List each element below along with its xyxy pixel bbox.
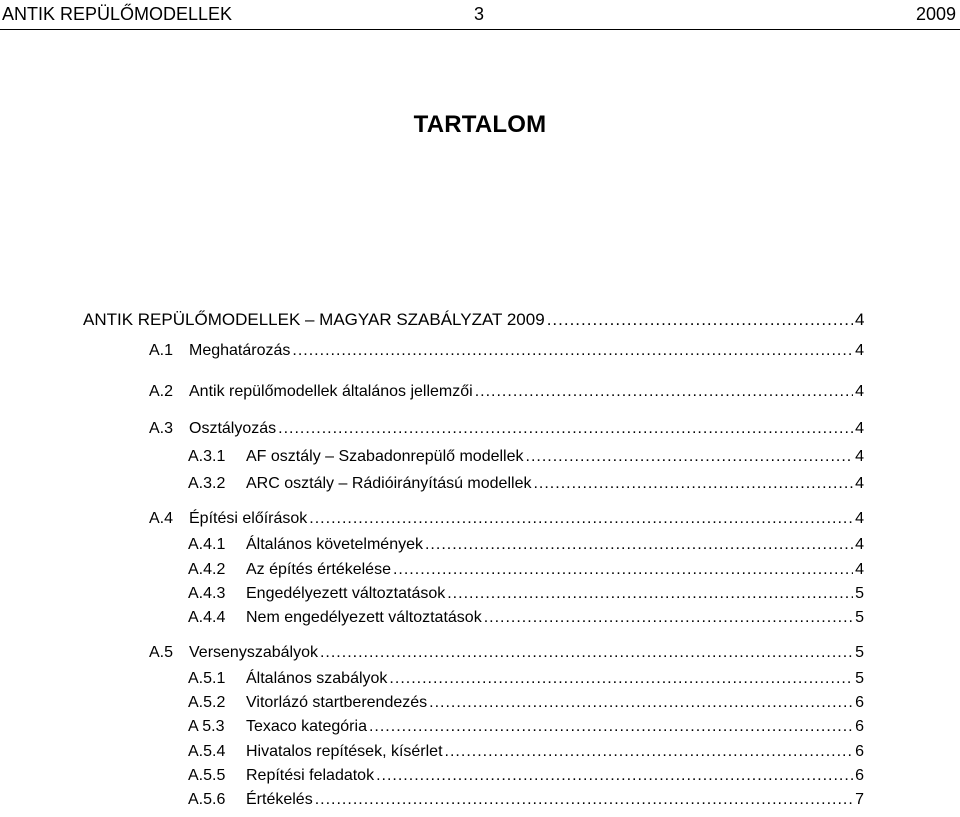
toc-entry-title: Vitorlázó startberendezés xyxy=(246,694,428,711)
toc-entry[interactable] xyxy=(149,643,864,663)
toc-dot-leader xyxy=(369,717,853,737)
toc-entry[interactable] xyxy=(188,742,864,762)
header-title: ANTIK REPÜLŐMODELLEK xyxy=(2,4,233,24)
toc-entry-title: Értékelés xyxy=(246,791,313,808)
toc-dot-leader xyxy=(526,447,854,467)
toc-dot-leader xyxy=(389,669,853,689)
toc-entry-page: 5 xyxy=(855,644,864,661)
header-page-number: 3 xyxy=(474,4,485,24)
toc-entry[interactable] xyxy=(188,669,864,689)
toc-entry-page: 5 xyxy=(855,609,864,626)
toc-entry-title: AF osztály – Szabadonrepülő modellek xyxy=(246,448,524,465)
toc-dot-leader xyxy=(315,790,853,810)
toc-entry-page: 4 xyxy=(855,448,864,465)
toc-dot-leader xyxy=(309,509,853,529)
toc-entry-page: 4 xyxy=(855,310,865,329)
toc-entry-number: A.4.2 xyxy=(188,561,226,578)
toc-dot-leader xyxy=(292,341,853,361)
toc-entry-number: A.5.1 xyxy=(188,670,226,687)
toc-entry-page: 6 xyxy=(855,718,864,735)
toc-entry-number: A.4.1 xyxy=(188,536,226,553)
toc-entry-page: 5 xyxy=(855,670,864,687)
toc-dot-leader xyxy=(425,535,853,555)
toc-entry-title: Nem engedélyezett változtatások xyxy=(246,609,482,626)
page-title: TARTALOM xyxy=(413,111,547,138)
toc-dot-leader xyxy=(484,608,853,628)
toc-entry-title: Engedélyezett változtatások xyxy=(246,585,446,602)
toc-entry-title: Meghatározás xyxy=(189,342,291,359)
toc-dot-leader xyxy=(445,742,853,762)
toc-entry-title: Texaco kategória xyxy=(246,718,367,735)
toc-dot-leader xyxy=(533,474,853,494)
header-year: 2009 xyxy=(915,4,956,24)
toc-dot-leader xyxy=(447,584,853,604)
toc-dot-leader xyxy=(320,643,853,663)
toc-entry-number: A.4 xyxy=(149,510,174,527)
toc-entry[interactable] xyxy=(188,693,864,713)
toc-entry[interactable] xyxy=(188,560,864,580)
toc-entry[interactable] xyxy=(188,535,864,555)
toc-dot-leader xyxy=(429,693,853,713)
toc-dot-leader xyxy=(376,766,853,786)
toc-entry-page: 7 xyxy=(855,791,864,808)
toc-entry-number: A.5 xyxy=(149,644,174,661)
toc-entry-number: A.4.4 xyxy=(188,609,226,626)
toc-entry-title: Építési előírások xyxy=(189,510,308,527)
toc-entry-title: ARC osztály – Rádióirányítású modellek xyxy=(246,475,532,492)
toc-entry-number: A.5.5 xyxy=(188,767,226,784)
toc-entry-page: 6 xyxy=(855,767,864,784)
toc-entry-page: 4 xyxy=(855,383,864,400)
toc-entry-number: A.3.1 xyxy=(188,448,226,465)
toc-entry-page: 4 xyxy=(855,342,864,359)
toc-entry-page: 4 xyxy=(855,420,864,437)
toc-entry-number: A.2 xyxy=(149,383,174,400)
toc-entry-page: 4 xyxy=(855,561,864,578)
toc-entry[interactable] xyxy=(188,474,864,494)
toc-entry-title: Az építés értékelése xyxy=(246,561,391,578)
toc-entry-number: A.5.6 xyxy=(188,791,226,808)
toc-entry-page: 4 xyxy=(855,475,864,492)
toc-entry-title: Repítési feladatok xyxy=(246,767,375,784)
toc-entry-title: Általános követelmények xyxy=(246,536,423,553)
toc-dot-leader xyxy=(278,419,853,439)
toc-entry-title: Osztályozás xyxy=(189,420,277,437)
toc-entry-number: A.4.3 xyxy=(188,585,226,602)
toc-entry[interactable] xyxy=(188,717,864,737)
toc-entry-page: 4 xyxy=(855,536,864,553)
toc-entry-number: A.5.4 xyxy=(188,743,226,760)
toc-entry-page: 5 xyxy=(855,585,864,602)
toc-entry-title: Versenyszabályok xyxy=(189,644,318,661)
toc-entry-number: A 5.3 xyxy=(188,718,225,735)
toc-entry-title: Általános szabályok xyxy=(246,670,388,687)
toc-entry[interactable] xyxy=(149,382,864,402)
toc-entry-title: Hivatalos repítések, kísérlet xyxy=(246,743,443,760)
toc-entry[interactable] xyxy=(188,447,864,467)
toc-dot-leader xyxy=(475,382,853,402)
toc-entry[interactable] xyxy=(149,419,864,439)
toc-entry-number: ANTIK REPÜLŐMODELLEK – MAGYAR SZABÁLYZAT 2009 xyxy=(83,310,545,329)
toc-entry-page: 6 xyxy=(855,694,864,711)
toc-entry[interactable] xyxy=(188,790,864,810)
toc-dot-leader xyxy=(393,560,853,580)
toc-entry-page: 6 xyxy=(855,743,864,760)
toc-entry-number: A.5.2 xyxy=(188,694,226,711)
toc-entry-number: A.1 xyxy=(149,342,174,359)
toc-entry[interactable] xyxy=(188,766,864,786)
toc-dot-leader xyxy=(547,310,853,330)
toc-entry-title: Antik repülőmodellek általános jellemzői xyxy=(189,383,473,400)
toc-entry[interactable] xyxy=(83,310,864,330)
toc-entry-number: A.3.2 xyxy=(188,475,226,492)
toc-entry-page: 4 xyxy=(855,510,864,527)
toc-entry-number: A.3 xyxy=(149,420,174,437)
toc-entry[interactable] xyxy=(188,608,864,628)
toc-entry[interactable] xyxy=(188,584,864,604)
toc-entry[interactable] xyxy=(149,509,864,529)
toc-entry[interactable] xyxy=(149,341,864,361)
